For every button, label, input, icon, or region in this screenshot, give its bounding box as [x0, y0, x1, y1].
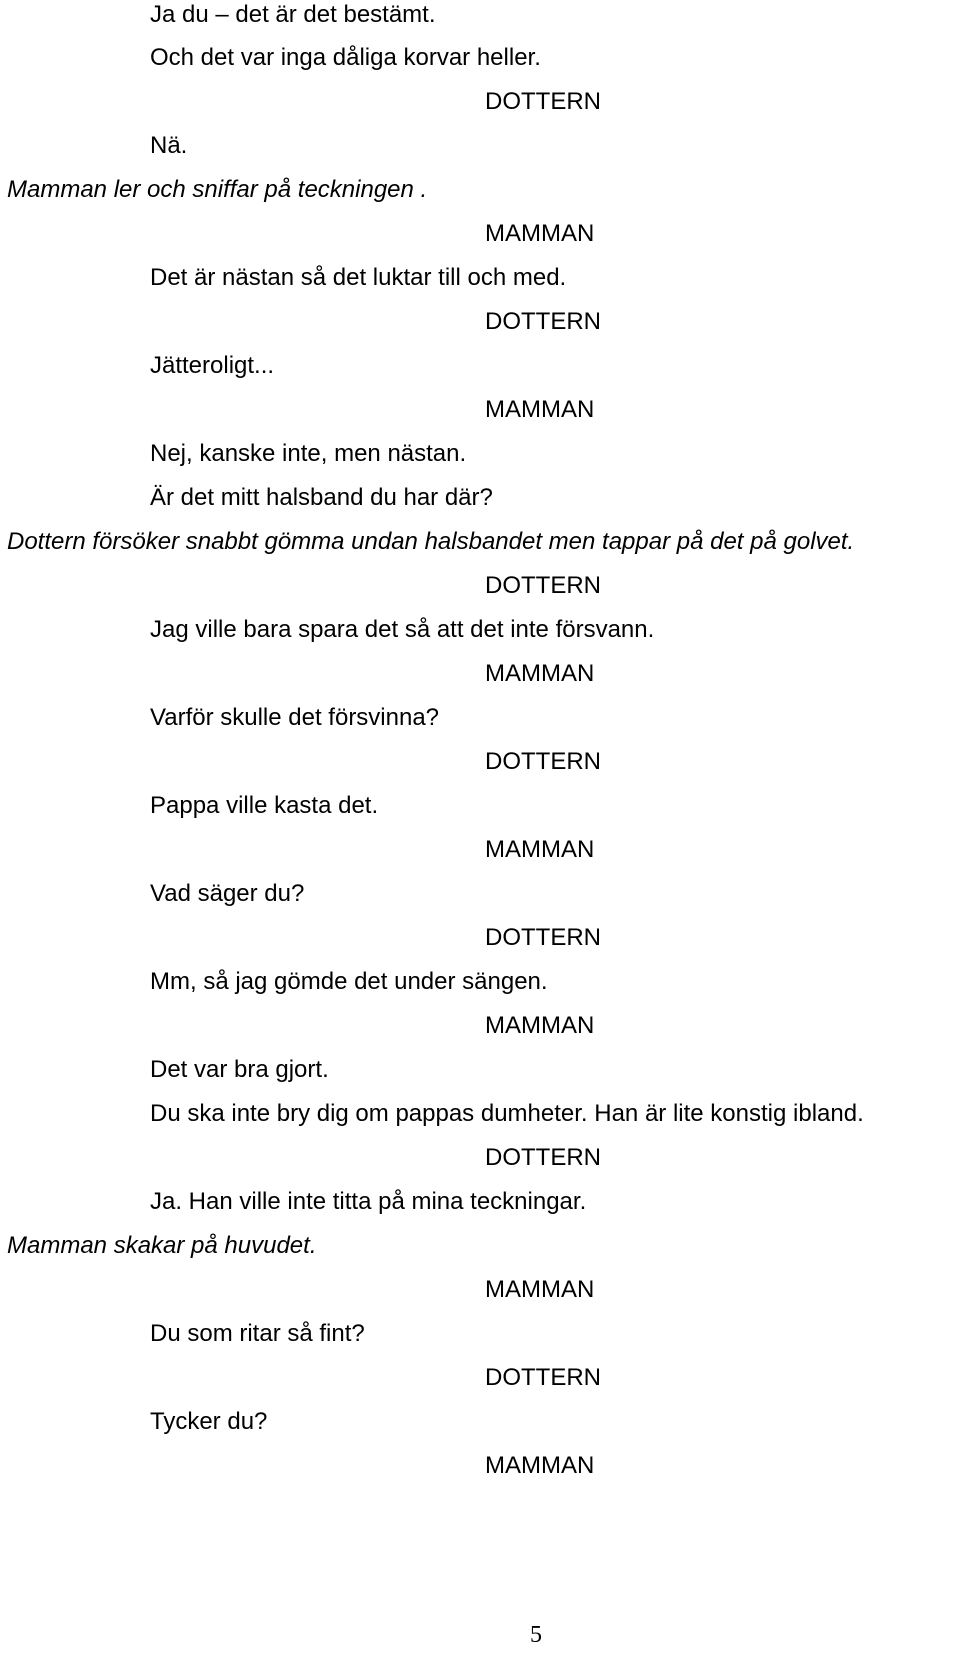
character-name: DOTTERN [485, 1144, 601, 1171]
dialogue-line: Pappa ville kasta det. [150, 792, 379, 819]
character-name: MAMMAN [485, 220, 595, 247]
dialogue-line: Mm, så jag gömde det under sängen. [150, 968, 548, 995]
dialogue-line: Nej, kanske inte, men nästan. [150, 440, 467, 467]
dialogue-line: Du ska inte bry dig om pappas dumheter. Han är lite konstig ibland. [150, 1100, 864, 1127]
character-name: MAMMAN [485, 660, 595, 687]
dialogue-line: Ja du – det är det bestämt. [150, 1, 436, 28]
character-name: DOTTERN [485, 572, 601, 599]
dialogue-line: Vad säger du? [150, 880, 305, 907]
dialogue-line: Nä. [150, 132, 188, 159]
dialogue-line: Tycker du? [150, 1408, 268, 1435]
character-name: MAMMAN [485, 1012, 595, 1039]
character-name: MAMMAN [485, 396, 595, 423]
character-name: DOTTERN [485, 308, 601, 335]
dialogue-line: Det var bra gjort. [150, 1056, 329, 1083]
dialogue-line: Jag ville bara spara det så att det inte försvann. [150, 616, 655, 643]
stage-direction: Dottern försöker snabbt gömma undan halsbandet men tappar på det på golvet. [7, 528, 855, 555]
stage-direction: Mamman ler och sniffar på teckningen . [7, 176, 428, 203]
dialogue-line: Är det mitt halsband du har där? [150, 484, 493, 511]
character-name: MAMMAN [485, 1276, 595, 1303]
dialogue-line: Varför skulle det försvinna? [150, 704, 440, 731]
character-name: DOTTERN [485, 924, 601, 951]
page-number: 5 [530, 1622, 542, 1648]
character-name: MAMMAN [485, 1452, 595, 1479]
dialogue-line: Ja. Han ville inte titta på mina teckningar. [150, 1188, 587, 1215]
dialogue-line: Du som ritar så fint? [150, 1320, 365, 1347]
dialogue-line: Och det var inga dåliga korvar heller. [150, 44, 541, 71]
dialogue-line: Jätteroligt... [150, 352, 275, 379]
character-name: DOTTERN [485, 88, 601, 115]
character-name: DOTTERN [485, 1364, 601, 1391]
dialogue-line: Det är nästan så det luktar till och med. [150, 264, 567, 291]
character-name: MAMMAN [485, 836, 595, 863]
stage-direction: Mamman skakar på huvudet. [7, 1232, 317, 1259]
character-name: DOTTERN [485, 748, 601, 775]
